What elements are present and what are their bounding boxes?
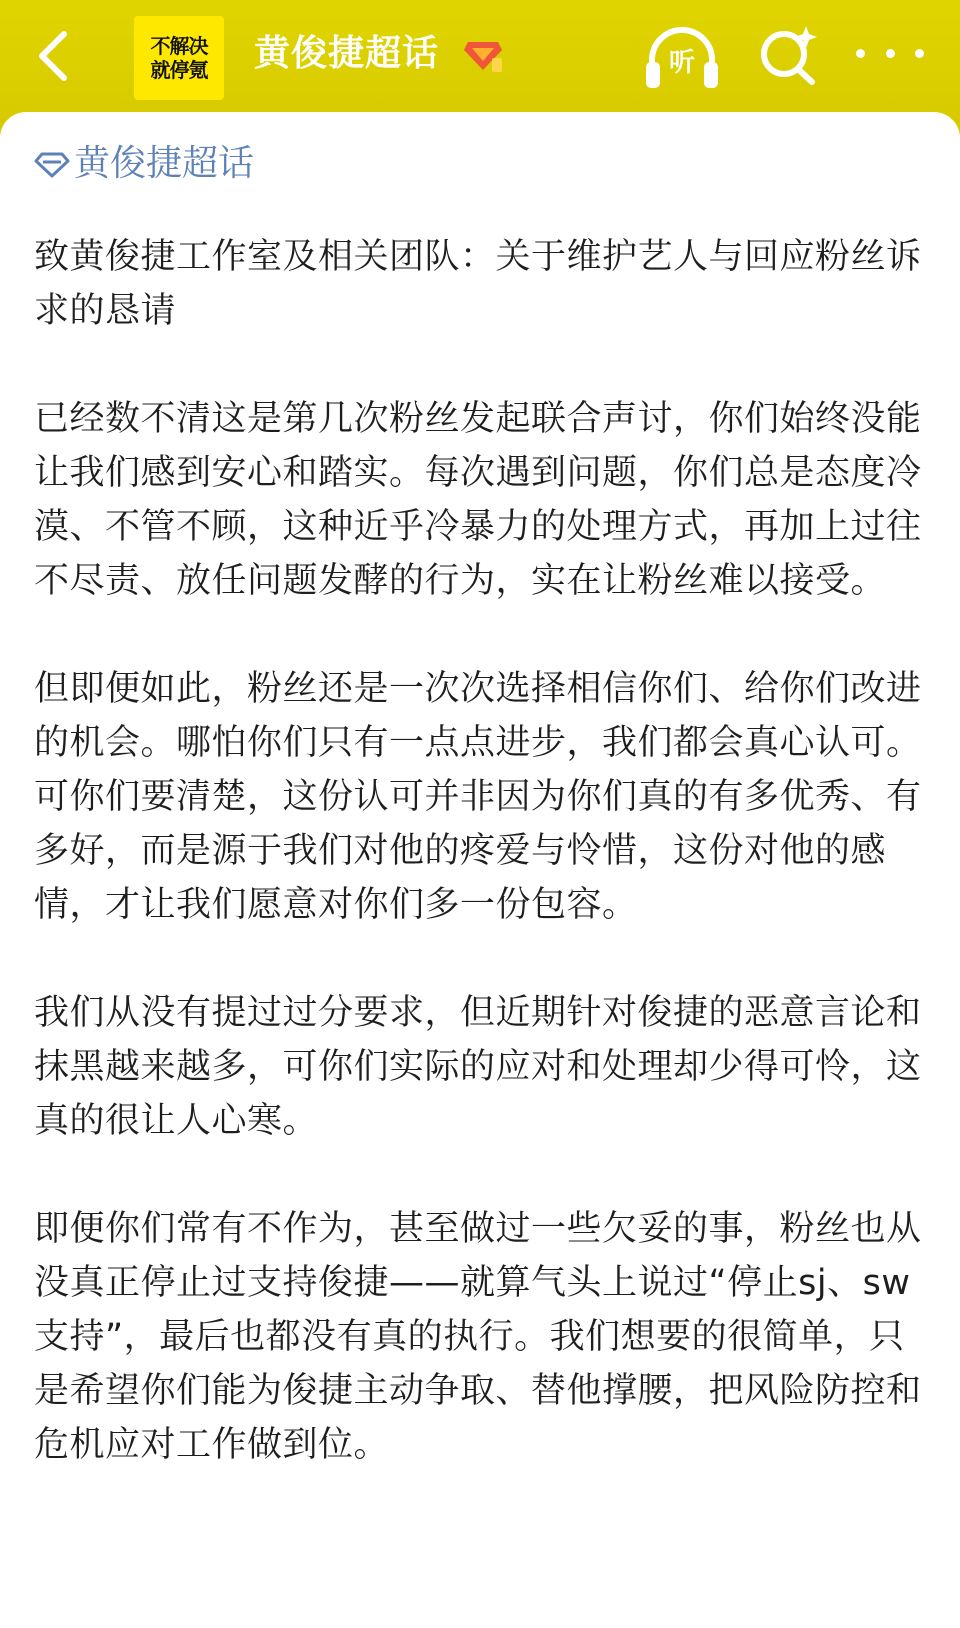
avatar-text-line-1: 不解决 xyxy=(150,34,208,58)
topic-tag-link[interactable] xyxy=(34,138,254,190)
post-paragraph: 我们从没有提过过分要求，但近期针对俊捷的恶意言论和抹黑越来越多，可你们实际的应对和处理却少得可怜，这真的很让人心寒。 xyxy=(34,993,922,1141)
search-button[interactable] xyxy=(758,24,820,86)
avatar-text-line-2: 就停氪 xyxy=(150,58,208,82)
more-dot xyxy=(915,49,924,58)
super-topic-badge-icon xyxy=(462,38,504,74)
post-paragraph: 但即便如此，粉丝还是一次次选择相信你们、给你们改进的机会。哪怕你们只有一点点进步，我们都会真心认可。可你们要清楚，这份认可并非因为你们真的有多优秀、有多好，而是源于我们对他的疼爱与怜惜，这份对他的感情，才让我们愿意对你们多一份包容。 xyxy=(34,669,922,925)
post-paragraph: 已经数不清这是第几次粉丝发起联合声讨，你们始终没能让我们感到安心和踏实。每次遇到问题，你们总是态度冷漠、不管不顾，这种近乎冷暴力的处理方式，再加上过往不尽责、放任问题发酵的行为，实在让粉丝难以接受。 xyxy=(34,399,922,601)
listen-label: 听 xyxy=(668,48,695,78)
back-button[interactable] xyxy=(30,26,76,86)
topic-avatar[interactable] xyxy=(134,16,224,100)
listen-button[interactable] xyxy=(642,22,722,92)
search-sparkle-icon xyxy=(758,24,820,86)
post-body xyxy=(34,230,930,1472)
more-button[interactable] xyxy=(856,38,924,68)
chevron-left-icon xyxy=(36,30,70,82)
topic-tag-label: 黄俊捷超话 xyxy=(74,143,255,184)
post-card xyxy=(0,112,960,1628)
diamond-icon xyxy=(34,149,70,179)
more-dot xyxy=(886,49,895,58)
page-title[interactable]: 黄俊捷超话 xyxy=(254,33,440,74)
post-paragraph: 即便你们常有不作为，甚至做过一些欠妥的事，粉丝也从没真正停止过支持俊捷——就算气头上说过“停止sj、sw支持”，最后也都没有真的执行。我们想要的很简单，只是希望你们能为俊捷主动争取、替他撑腰，把风险防控和危机应对工作做到位。 xyxy=(34,1209,922,1465)
more-dot xyxy=(856,49,865,58)
post-heading: 致黄俊捷工作室及相关团队：关于维护艺人与回应粉丝诉求的恳请 xyxy=(34,237,922,331)
